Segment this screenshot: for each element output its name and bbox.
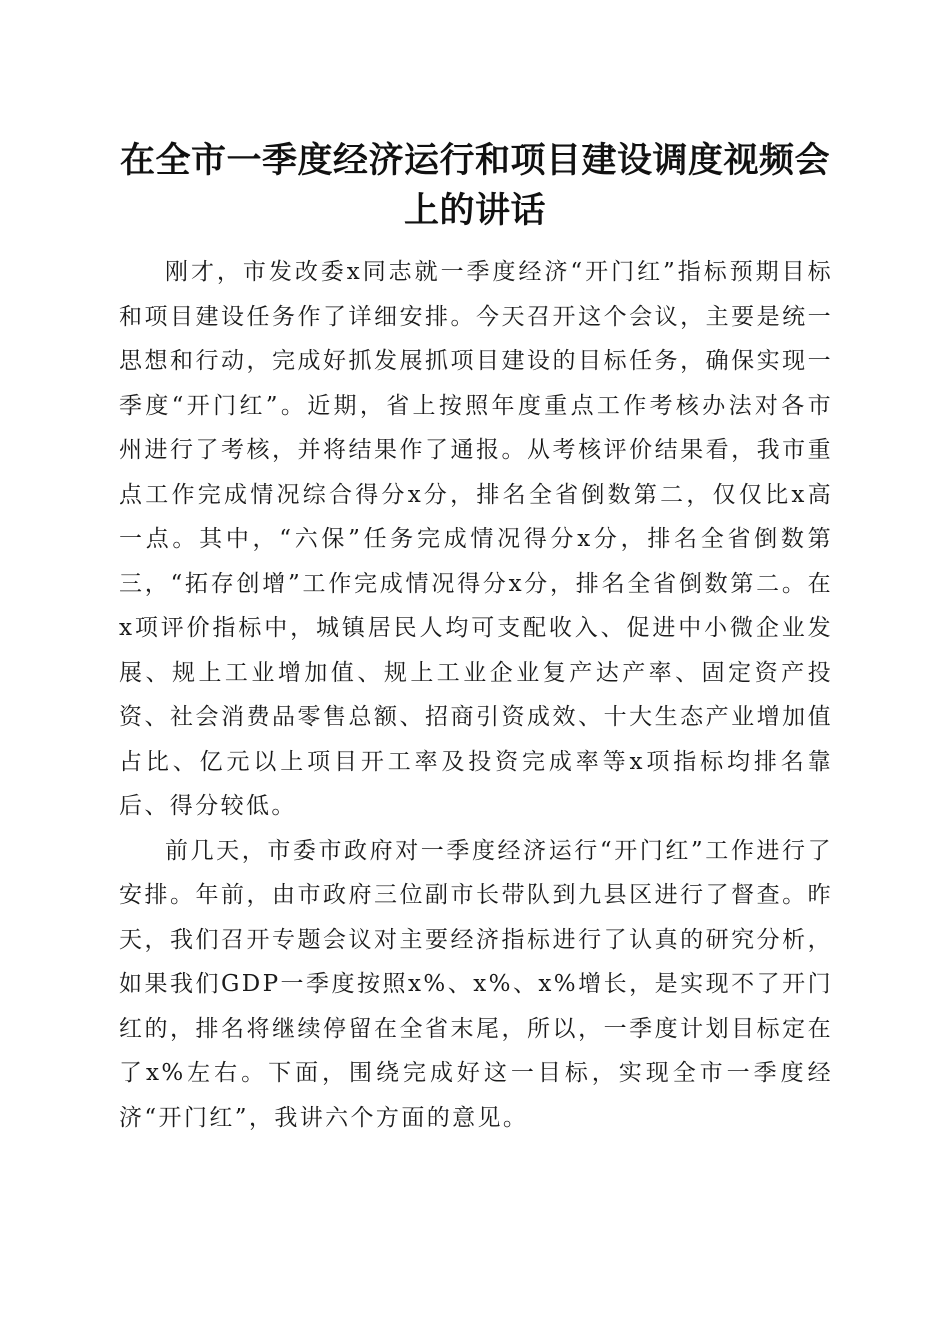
paragraph-1: 刚才，市发改委x同志就一季度经济“开门红”指标预期目标和项目建设任务作了详细安排。今天召开这个会议，主要是统一思想和行动，完成好抓发展抓项目建设的目标任务，确保实现一季度“开门红”。近期，省上按照年度重点工作考核办法对各市州进行了考核，并将结果作了通报。从考核评价结果看，我市重点工作完成情况综合得分x分，排名全省倒数第二，仅仅比x高一点。其中，“六保”任务完成情况得分x分，排名全省倒数第三，“拓存创增”工作完成情况得分x分，排名全省倒数第二。在x项评价指标中，城镇居民人均可支配收入、促进中小微企业发展、规上工业增加值、规上工业企业复产达产率、固定资产投资、社会消费品零售总额、招商引资成效、十大生态产业增加值占比、亿元以上项目开工率及投资完成率等x项指标均排名靠后、得分较低。 xyxy=(119,259,833,819)
document-body xyxy=(119,250,833,1140)
paragraph-2: 前几天，市委市政府对一季度经济运行“开门红”工作进行了安排。年前，由市政府三位副市长带队到九县区进行了督查。昨天，我们召开专题会议对主要经济指标进行了认真的研究分析，如果我们GDP一季度按照x%、x%、x%增长，是实现不了开门红的，排名将继续停留在全省末尾，所以，一季度计划目标定在了x%左右。下面，围绕完成好这一目标，实现全市一季度经济“开门红”，我讲六个方面的意见。 xyxy=(119,837,833,1131)
document-title: 在全市一季度经济运行和项目建设调度视频会上的讲话 xyxy=(119,140,830,231)
